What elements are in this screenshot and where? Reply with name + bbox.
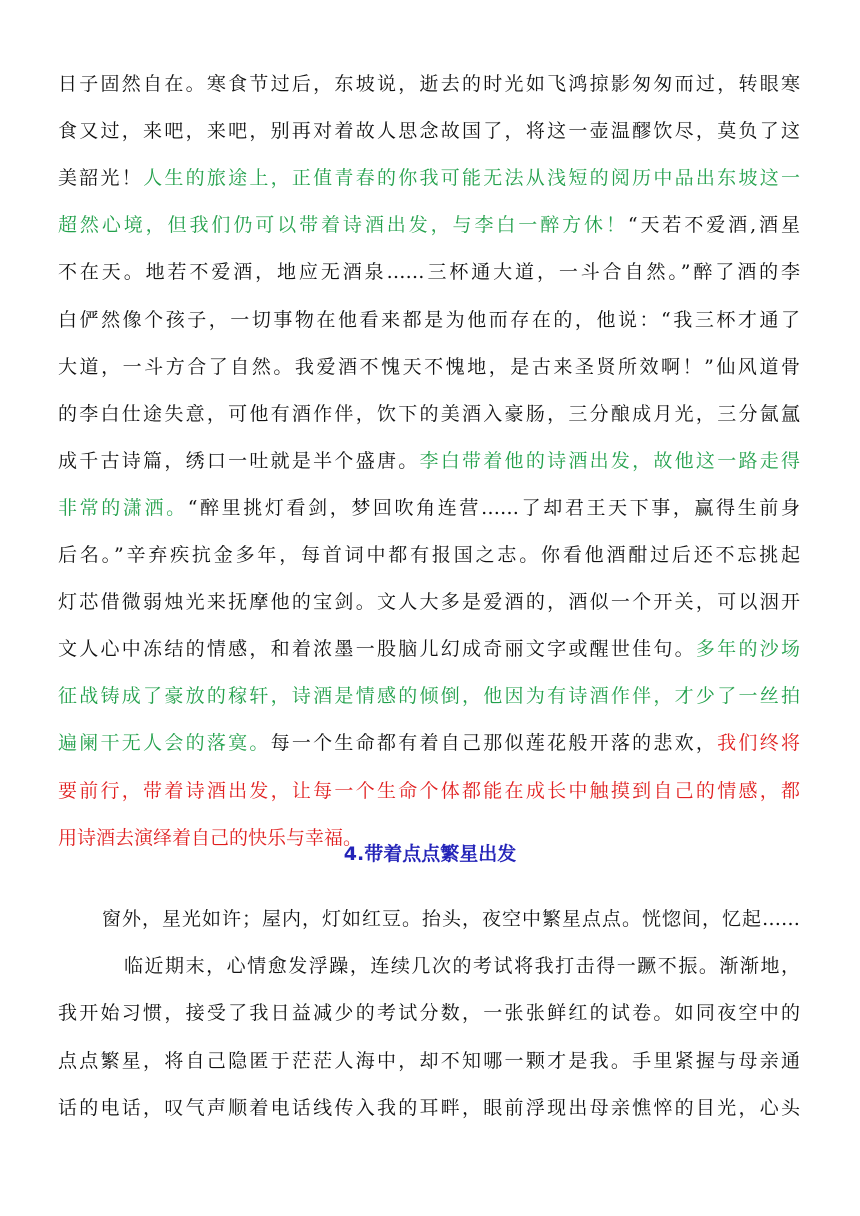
- text-line: [58, 70, 800, 98]
- text-segment: 非常的潇洒。: [58, 496, 188, 519]
- text-line: [58, 353, 800, 381]
- text-line: [58, 117, 800, 145]
- text-segment: 人生的旅途上，正值青春的你我可能无法从浅短的阅历中品出东坡这一: [143, 167, 800, 190]
- text-segment: 大道，一斗方合了自然。我爱酒不愧天不愧地，是古来圣贤所效啊！”仙风道骨: [58, 355, 800, 378]
- text-line: [58, 682, 800, 710]
- text-segment: 点点繁星，将自己隐匿于茫茫人海中，却不知哪一颗才是我。手里紧握与母亲通: [58, 1049, 800, 1072]
- text-segment: 要前行，带着诗酒出发，让每一个生命个体都能在成长中触摸到自己的情感，都: [58, 779, 800, 802]
- text-line: [58, 211, 800, 239]
- text-line: [58, 635, 800, 663]
- text-segment: 不在天。地若不爱酒，地应无酒泉……三杯通大道，一斗合自然。”醉了酒的李: [58, 261, 800, 284]
- text-line: [58, 999, 800, 1027]
- text-segment: 窗外，星光如许；屋内，灯如红豆。抬头，夜空中繁星点点。恍惚间，忆起……: [102, 908, 800, 930]
- text-line: [58, 306, 800, 334]
- text-segment: 我们终将: [717, 732, 800, 755]
- text-segment: 用诗酒去演绎着自己的快乐与幸福。: [58, 826, 363, 849]
- text-line: [58, 164, 800, 192]
- text-line: [58, 258, 800, 286]
- text-segment: 超然心境，但我们仍可以带着诗酒出发，与李白一醉方休！: [58, 214, 628, 237]
- text-segment: 灯芯借微弱烛光来抚摩他的宝剑。文人大多是爱酒的，酒似一个开关，可以洇开: [58, 591, 800, 614]
- text-segment: 后名。”辛弃疾抗金多年，每首词中都有报国之志。你看他酒酣过后还不忘挑起: [58, 544, 800, 566]
- text-line: [102, 905, 800, 933]
- text-segment: 成千古诗篇，绣口一吐就是半个盛唐。: [58, 449, 420, 472]
- text-line: [58, 1094, 800, 1122]
- text-segment: 每一个生命都有着自己那似莲花般开落的悲欢，: [270, 732, 718, 755]
- text-line: [124, 952, 800, 980]
- text-segment: 的李白仕途失意，可他有酒作伴，饮下的美酒入豪肠，三分酿成月光，三分氤氲: [58, 402, 800, 425]
- text-segment: 李白带着他的诗酒出发，故他这一路走得: [419, 449, 800, 472]
- text-line: [58, 777, 800, 805]
- section-heading: 4.带着点点繁星出发: [343, 843, 517, 865]
- text-line: [58, 400, 800, 428]
- text-line: [58, 541, 800, 569]
- text-segment: 多年的沙场: [695, 638, 800, 661]
- text-line: [58, 729, 800, 757]
- text-segment: 临近期末，心情愈发浮躁，连续几次的考试将我打击得一蹶不振。渐渐地，: [124, 955, 800, 978]
- text-segment: 遍阑干无人会的落寞。: [58, 732, 271, 755]
- text-segment: “天若不爱酒,酒星: [627, 214, 800, 237]
- text-line: [58, 447, 800, 475]
- text-segment: 话的电话，叹气声顺着电话线传入我的耳畔，眼前浮现出母亲憔悴的目光，心头: [58, 1096, 800, 1119]
- text-segment: 征战铸成了豪放的稼轩，诗酒是情感的倾倒，他因为有诗酒作伴，才少了一丝拍: [58, 685, 800, 708]
- text-line: [58, 494, 800, 522]
- text-segment: 日子固然自在。寒食节过后，东坡说，逝去的时光如飞鸿掠影匆匆而过，转眼寒: [58, 73, 800, 95]
- text-segment: 白俨然像个孩子，一切事物在他看来都是为他而存在的，他说：“我三杯才通了: [58, 308, 800, 331]
- text-segment: 文人心中冻结的情感，和着浓墨一股脑儿幻成奇丽文字或醒世佳句。: [58, 638, 696, 661]
- text-line: [58, 588, 800, 616]
- text-segment: “醉里挑灯看剑，梦回吹角连营……了却君王天下事，赢得生前身: [187, 496, 800, 519]
- text-segment: 食又过，来吧，来吧，别再对着故人思念故国了，将这一壶温醪饮尽，莫负了这: [58, 120, 800, 143]
- text-segment: 我开始习惯，接受了我日益减少的考试分数，一张张鲜红的试卷。如同夜空中的: [58, 1002, 800, 1025]
- text-segment: 美韶光！: [58, 167, 144, 190]
- text-line: [58, 1047, 800, 1075]
